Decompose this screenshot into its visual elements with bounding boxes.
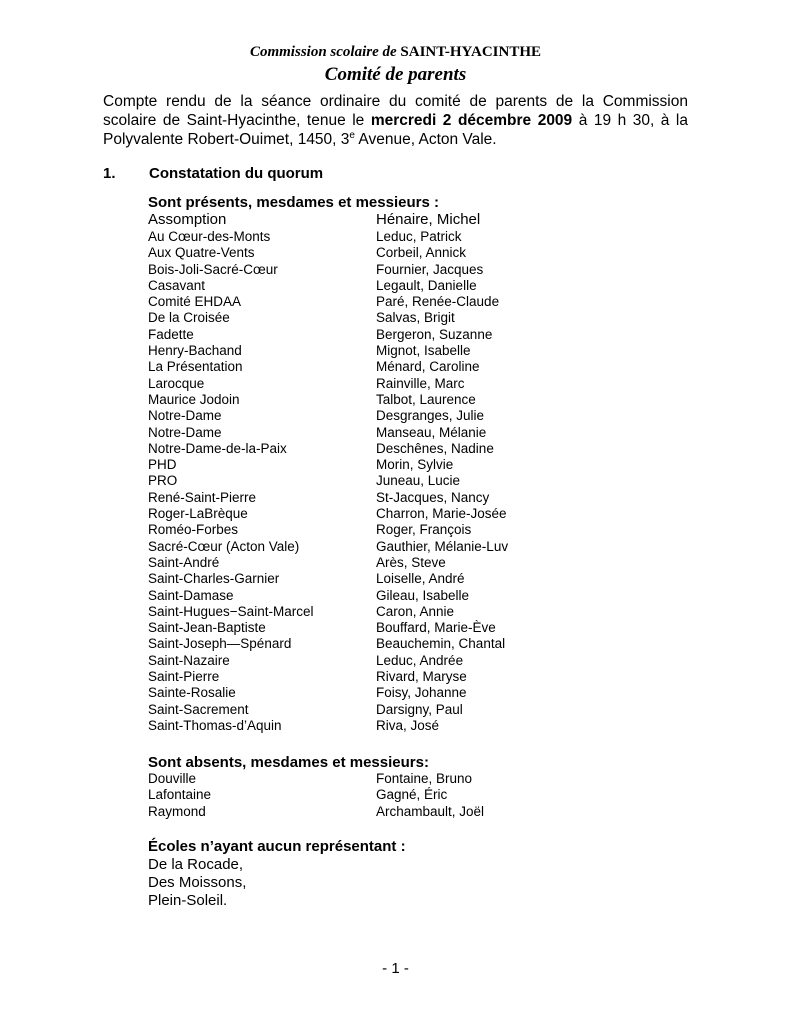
attendance-row — [148, 555, 568, 571]
school-name: Saint-Thomas-d’Aquin — [148, 717, 282, 733]
attendance-row — [148, 294, 568, 310]
representative-name: Loiselle, André — [376, 571, 465, 587]
intro-text-2: à 19 h 30, à la Polyvalente Robert-Ouimet, 1450, 3 — [103, 112, 688, 148]
representative-name: Roger, François — [376, 522, 472, 538]
no-representative-heading: Écoles n’ayant aucun représentant : — [148, 838, 406, 855]
attendance-row — [148, 539, 568, 555]
representative-name: Caron, Annie — [376, 603, 455, 619]
attendance-row — [148, 327, 568, 343]
attendance-row — [148, 490, 568, 506]
intro-text-1: Compte rendu de la séance ordinaire du comité de parents de la Commission scolaire de Saint-Hyacinthe, tenue le — [103, 93, 688, 129]
org-prefix: Commission scolaire de — [249, 44, 397, 60]
absent-list — [148, 771, 568, 820]
attendance-row — [148, 262, 568, 278]
school-name: Roger-LaBrèque — [148, 506, 248, 522]
attendance-row — [148, 392, 568, 408]
representative-name: Gileau, Isabelle — [376, 587, 470, 603]
attendance-row — [148, 588, 568, 604]
representative-name: Gagné, Éric — [376, 787, 448, 803]
meeting-date: mercredi 2 décembre 2009 — [370, 112, 573, 129]
representative-name: Beauchemin, Chantal — [376, 636, 506, 652]
attendance-row — [148, 425, 568, 441]
school-name: Aux Quatre-Vents — [148, 245, 255, 261]
school-name: Maurice Jodoin — [148, 391, 240, 407]
school-name: Sacré-Cœur (Acton Vale) — [148, 538, 300, 554]
organization-title — [0, 44, 791, 61]
representative-name: St-Jacques, Nancy — [376, 489, 490, 505]
present-list — [148, 211, 568, 734]
absent-heading: Sont absents, mesdames et messieurs: — [148, 754, 429, 771]
representative-name: Paré, Renée-Claude — [376, 294, 500, 310]
representative-name: Darsigny, Paul — [376, 701, 463, 717]
representative-name: Riva, José — [376, 717, 440, 733]
attendance-row — [148, 771, 568, 787]
attendance-row — [148, 408, 568, 424]
attendance-row — [148, 211, 568, 229]
representative-name: Bergeron, Suzanne — [376, 326, 493, 342]
representative-name: Salvas, Brigit — [376, 310, 455, 326]
attendance-row — [148, 702, 568, 718]
representative-name: Deschênes, Nadine — [376, 440, 494, 456]
intro-text-3: Avenue, Acton Vale. — [354, 131, 497, 148]
representative-name: Morin, Sylvie — [376, 457, 454, 473]
representative-name: Arès, Steve — [376, 554, 446, 570]
school-name: Saint-André — [148, 554, 220, 570]
attendance-row — [148, 376, 568, 392]
section-title: Constatation du quorum — [149, 165, 324, 182]
intro-paragraph — [103, 92, 688, 149]
school-name: Casavant — [148, 277, 206, 293]
school-name: La Présentation — [148, 359, 243, 375]
attendance-row — [148, 473, 568, 489]
school-without-representative: De la Rocade, — [148, 856, 244, 873]
school-name: Saint-Hugues−Saint-Marcel — [148, 603, 314, 619]
representative-name: Gauthier, Mélanie-Luv — [376, 538, 509, 554]
school-name: Saint-Nazaire — [148, 652, 230, 668]
representative-name: Bouffard, Marie-Ève — [376, 620, 496, 636]
school-name: Saint-Sacrement — [148, 701, 249, 717]
representative-name: Juneau, Lucie — [376, 473, 461, 489]
school-name: PHD — [148, 457, 177, 473]
school-name: Au Cœur-des-Monts — [148, 229, 271, 244]
school-name: PRO — [148, 473, 178, 489]
school-name: Saint-Pierre — [148, 669, 220, 685]
attendance-row — [148, 359, 568, 375]
representative-name: Leduc, Andrée — [376, 652, 464, 668]
school-without-representative: Des Moissons, — [148, 874, 247, 891]
representative-name: Foisy, Johanne — [376, 685, 467, 701]
attendance-row — [148, 804, 568, 820]
school-name: Assomption — [148, 211, 227, 228]
school-name: Notre-Dame-de-la-Paix — [148, 440, 287, 456]
school-name: Saint-Jean-Baptiste — [148, 620, 266, 636]
school-name: Roméo-Forbes — [148, 522, 239, 538]
attendance-row — [148, 457, 568, 473]
representative-name: Talbot, Laurence — [376, 391, 476, 407]
committee-title: Comité de parents — [324, 64, 467, 85]
ordinal-superscript: e — [349, 130, 355, 141]
page-number: - 1 - — [382, 960, 409, 977]
school-name: Notre-Dame — [148, 424, 222, 440]
representative-name: Legault, Danielle — [376, 277, 477, 293]
school-name: De la Croisée — [148, 310, 230, 326]
representative-name: Corbeil, Annick — [376, 245, 467, 261]
school-name: Saint-Joseph—Spénard — [148, 636, 292, 652]
school-name: René-Saint-Pierre — [148, 489, 257, 505]
attendance-row — [148, 787, 568, 803]
attendance-row — [148, 441, 568, 457]
attendance-row — [148, 310, 568, 326]
school-name: Henry-Bachand — [148, 343, 242, 359]
attendance-row — [148, 636, 568, 652]
attendance-row — [148, 620, 568, 636]
attendance-row — [148, 571, 568, 587]
school-name: Saint-Damase — [148, 587, 234, 603]
representative-name: Leduc, Patrick — [376, 229, 462, 244]
org-name: SAINT-HYACINTHE — [400, 44, 542, 60]
representative-name: Ménard, Caroline — [376, 359, 480, 375]
attendance-row — [148, 278, 568, 294]
representative-name: Archambault, Joël — [376, 803, 485, 819]
school-without-representative: Plein-Soleil. — [148, 892, 228, 909]
representative-name: Desgranges, Julie — [376, 408, 485, 424]
school-name: Bois-Joli-Sacré-Cœur — [148, 261, 278, 277]
attendance-row — [148, 229, 568, 245]
school-name: Sainte-Rosalie — [148, 685, 236, 701]
representative-name: Rivard, Maryse — [376, 669, 467, 685]
attendance-row — [148, 245, 568, 261]
attendance-row — [148, 685, 568, 701]
school-name: Raymond — [148, 803, 206, 819]
attendance-row — [148, 343, 568, 359]
representative-name: Rainville, Marc — [376, 375, 465, 391]
school-name: Douville — [148, 771, 197, 786]
school-name: Lafontaine — [148, 787, 212, 803]
representative-name: Mignot, Isabelle — [376, 343, 471, 359]
school-name: Saint-Charles-Garnier — [148, 571, 280, 587]
representative-name: Fournier, Jacques — [376, 261, 484, 277]
attendance-row — [148, 653, 568, 669]
school-name: Notre-Dame — [148, 408, 222, 424]
school-name: Larocque — [148, 375, 205, 391]
attendance-row — [148, 718, 568, 734]
representative-name: Manseau, Mélanie — [376, 424, 487, 440]
representative-name: Fontaine, Bruno — [376, 771, 473, 786]
no-representative-list — [148, 856, 246, 910]
section-number: 1. — [103, 165, 116, 182]
representative-name: Hénaire, Michel — [376, 211, 481, 228]
attendance-row — [148, 506, 568, 522]
present-heading: Sont présents, mesdames et messieurs : — [148, 194, 439, 211]
attendance-row — [148, 604, 568, 620]
representative-name: Charron, Marie-Josée — [376, 506, 507, 522]
attendance-row — [148, 669, 568, 685]
school-name: Fadette — [148, 326, 194, 342]
attendance-row — [148, 522, 568, 538]
section-heading — [103, 165, 323, 182]
school-name: Comité EHDAA — [148, 294, 242, 310]
